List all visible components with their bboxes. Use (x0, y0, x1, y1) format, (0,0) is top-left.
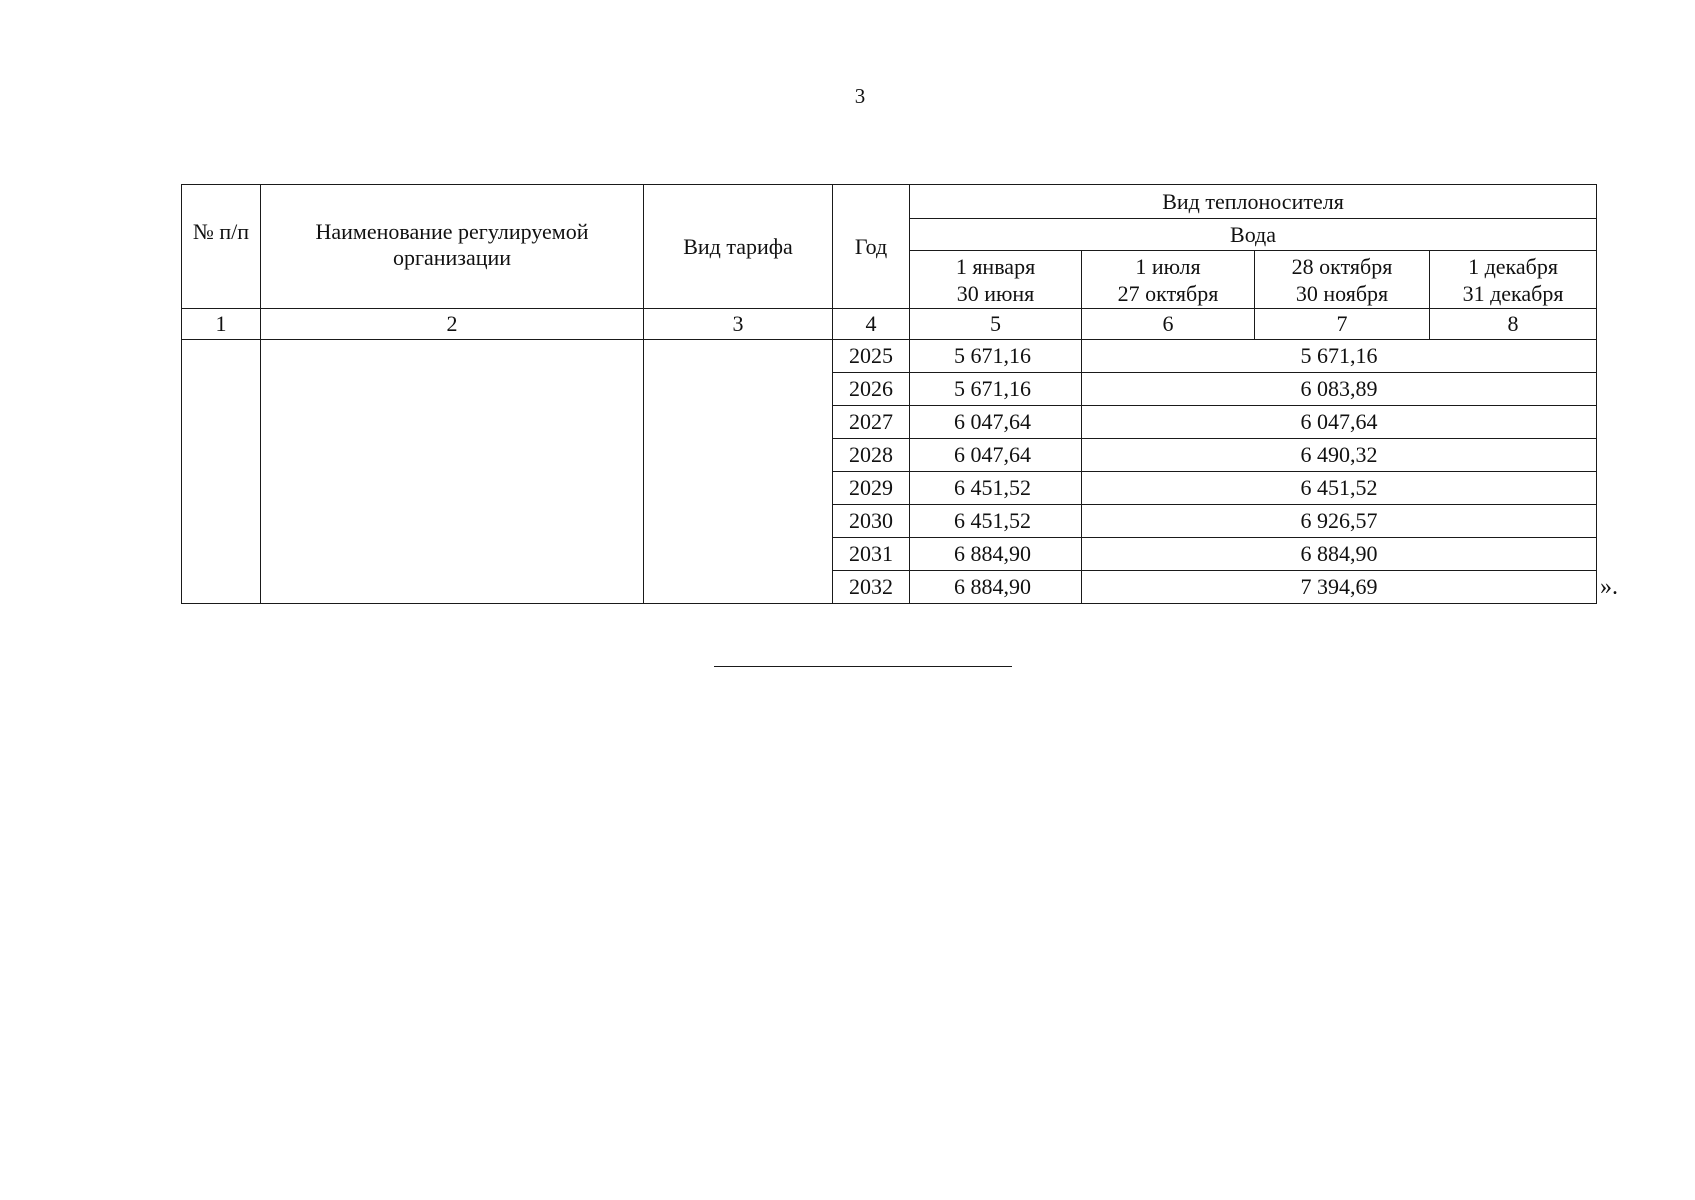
header-period-1 (910, 251, 1082, 309)
period-start: 1 июля (1135, 253, 1201, 279)
second-half-value: 6 884,90 (1082, 538, 1597, 571)
year-cell: 2031 (833, 538, 910, 571)
column-number: 1 (182, 309, 261, 340)
empty-org-cell (261, 340, 644, 604)
year-cell: 2025 (833, 340, 910, 373)
year-cell: 2032 (833, 571, 910, 604)
first-half-value: 5 671,16 (910, 340, 1082, 373)
second-half-value: 6 490,32 (1082, 439, 1597, 472)
second-half-value: 7 394,69 (1082, 571, 1597, 604)
first-half-value: 6 451,52 (910, 505, 1082, 538)
period-start: 1 декабря (1468, 253, 1558, 279)
second-half-value: 6 083,89 (1082, 373, 1597, 406)
column-number: 3 (644, 309, 833, 340)
header-period-3 (1255, 251, 1430, 309)
first-half-value: 6 047,64 (910, 439, 1082, 472)
end-divider (714, 666, 1012, 667)
column-number: 4 (833, 309, 910, 340)
period-start: 28 октября (1291, 253, 1393, 279)
closing-quote: ». (1600, 574, 1618, 600)
first-half-value: 6 884,90 (910, 538, 1082, 571)
period-start: 1 января (955, 253, 1036, 279)
header-org-name: Наименование регулируемой организации (261, 185, 644, 309)
first-half-value: 6 451,52 (910, 472, 1082, 505)
second-half-value: 6 047,64 (1082, 406, 1597, 439)
empty-tariff-cell (644, 340, 833, 604)
header-carrier-type: Вид теплоносителя (910, 185, 1597, 219)
column-number: 5 (910, 309, 1082, 340)
year-cell: 2027 (833, 406, 910, 439)
table-row (182, 340, 1597, 373)
year-cell: 2029 (833, 472, 910, 505)
empty-num-cell (182, 340, 261, 604)
tariff-table (181, 184, 1597, 604)
year-cell: 2026 (833, 373, 910, 406)
header-year: Год (833, 185, 910, 309)
page-number: 3 (854, 84, 866, 108)
period-end: 30 ноября (1295, 280, 1389, 306)
year-cell: 2030 (833, 505, 910, 538)
second-half-value: 6 926,57 (1082, 505, 1597, 538)
header-tariff-type: Вид тарифа (644, 185, 833, 309)
first-half-value: 6 047,64 (910, 406, 1082, 439)
column-number: 7 (1255, 309, 1430, 340)
first-half-value: 5 671,16 (910, 373, 1082, 406)
header-carrier-water: Вода (910, 219, 1597, 251)
second-half-value: 5 671,16 (1082, 340, 1597, 373)
first-half-value: 6 884,90 (910, 571, 1082, 604)
column-number-row (182, 309, 1597, 340)
second-half-value: 6 451,52 (1082, 472, 1597, 505)
column-number: 2 (261, 309, 644, 340)
period-end: 31 декабря (1462, 280, 1564, 306)
column-number: 6 (1082, 309, 1255, 340)
year-cell: 2028 (833, 439, 910, 472)
period-end: 27 октября (1117, 280, 1219, 306)
header-period-4 (1430, 251, 1597, 309)
column-number: 8 (1430, 309, 1597, 340)
period-end: 30 июня (956, 280, 1035, 306)
header-period-2 (1082, 251, 1255, 309)
header-num: № п/п (182, 185, 261, 309)
